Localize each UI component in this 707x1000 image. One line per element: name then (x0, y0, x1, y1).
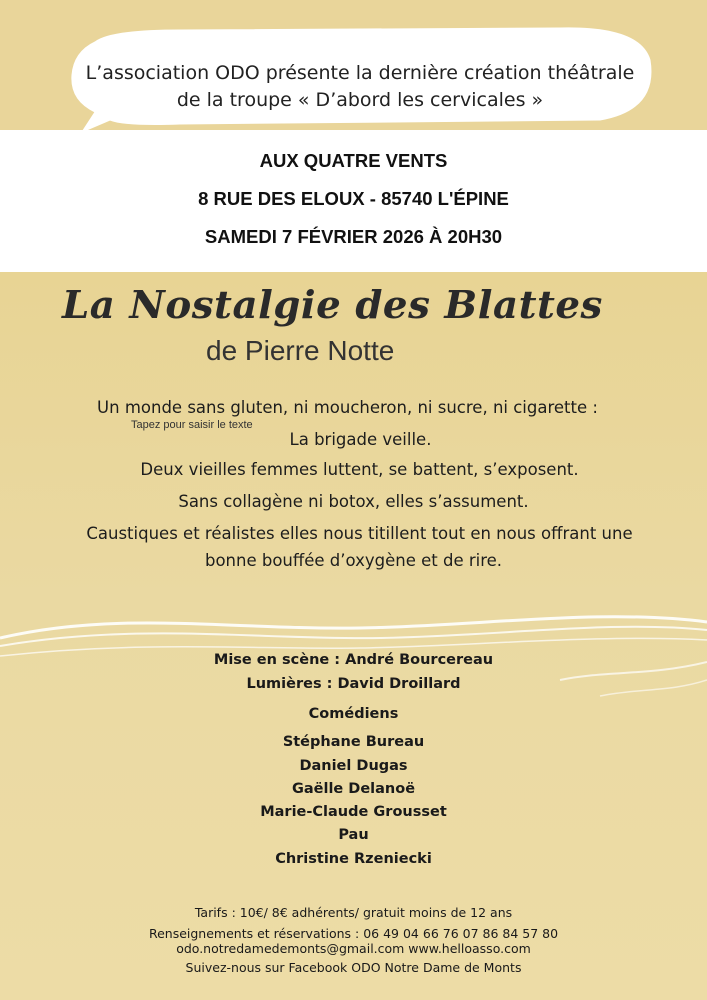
cast-member: Christine Rzeniecki (275, 851, 432, 867)
cast-member: Pau (338, 827, 369, 843)
description-line-3: Deux vieilles femmes luttent, se battent, s’exposent. (140, 460, 579, 479)
description-line-4: Sans collagène ni botox, elles s’assument. (178, 492, 529, 511)
venue-name: AUX QUATRE VENTS (259, 150, 448, 171)
cast-member: Gaëlle Delanoë (291, 781, 416, 797)
cast-heading: Comédiens (308, 706, 399, 722)
event-date: SAMEDI 7 FÉVRIER 2026 À 20H30 (204, 226, 503, 247)
lighting-credit: Lumières : David Droillard (246, 676, 461, 692)
play-title: La Nostalgie des Blattes (62, 282, 603, 327)
contact-web: odo.notredamedemonts@gmail.com www.helloasso.com (176, 941, 531, 956)
director-credit: Mise en scène : André Bourcereau (213, 652, 494, 668)
description-line-1: Un monde sans gluten, ni moucheron, ni sucre, ni cigarette : (97, 398, 598, 417)
cast-member: Marie-Claude Grousset (260, 804, 447, 820)
intro-text (70, 60, 650, 114)
venue-band (0, 130, 707, 272)
description-line-5: Caustiques et réalistes elles nous titillent tout en nous offrant une (86, 524, 633, 543)
text-placeholder-hint: Tapez pour saisir le texte (131, 419, 253, 431)
cast-member: Stéphane Bureau (282, 734, 425, 750)
description-line-6: bonne bouffée d’oxygène et de rire. (204, 551, 503, 570)
intro-line-2: de la troupe « D’abord les cervicales » (176, 89, 544, 111)
contact-phones: Renseignements et réservations : 06 49 04 66 76 07 86 84 57 80 (148, 926, 559, 941)
social-media: Suivez-nous sur Facebook ODO Notre Dame de Monts (185, 960, 522, 975)
venue-address: 8 RUE DES ELOUX - 85740 L'ÉPINE (198, 188, 509, 209)
play-author: de Pierre Notte (206, 335, 395, 366)
description-line-2: La brigade veille. (289, 430, 432, 449)
ticket-prices: Tarifs : 10€/ 8€ adhérents/ gratuit moins de 12 ans (194, 905, 513, 920)
cast-member: Daniel Dugas (299, 758, 408, 774)
intro-line-1: L’association ODO présente la dernière création théâtrale (85, 62, 635, 84)
